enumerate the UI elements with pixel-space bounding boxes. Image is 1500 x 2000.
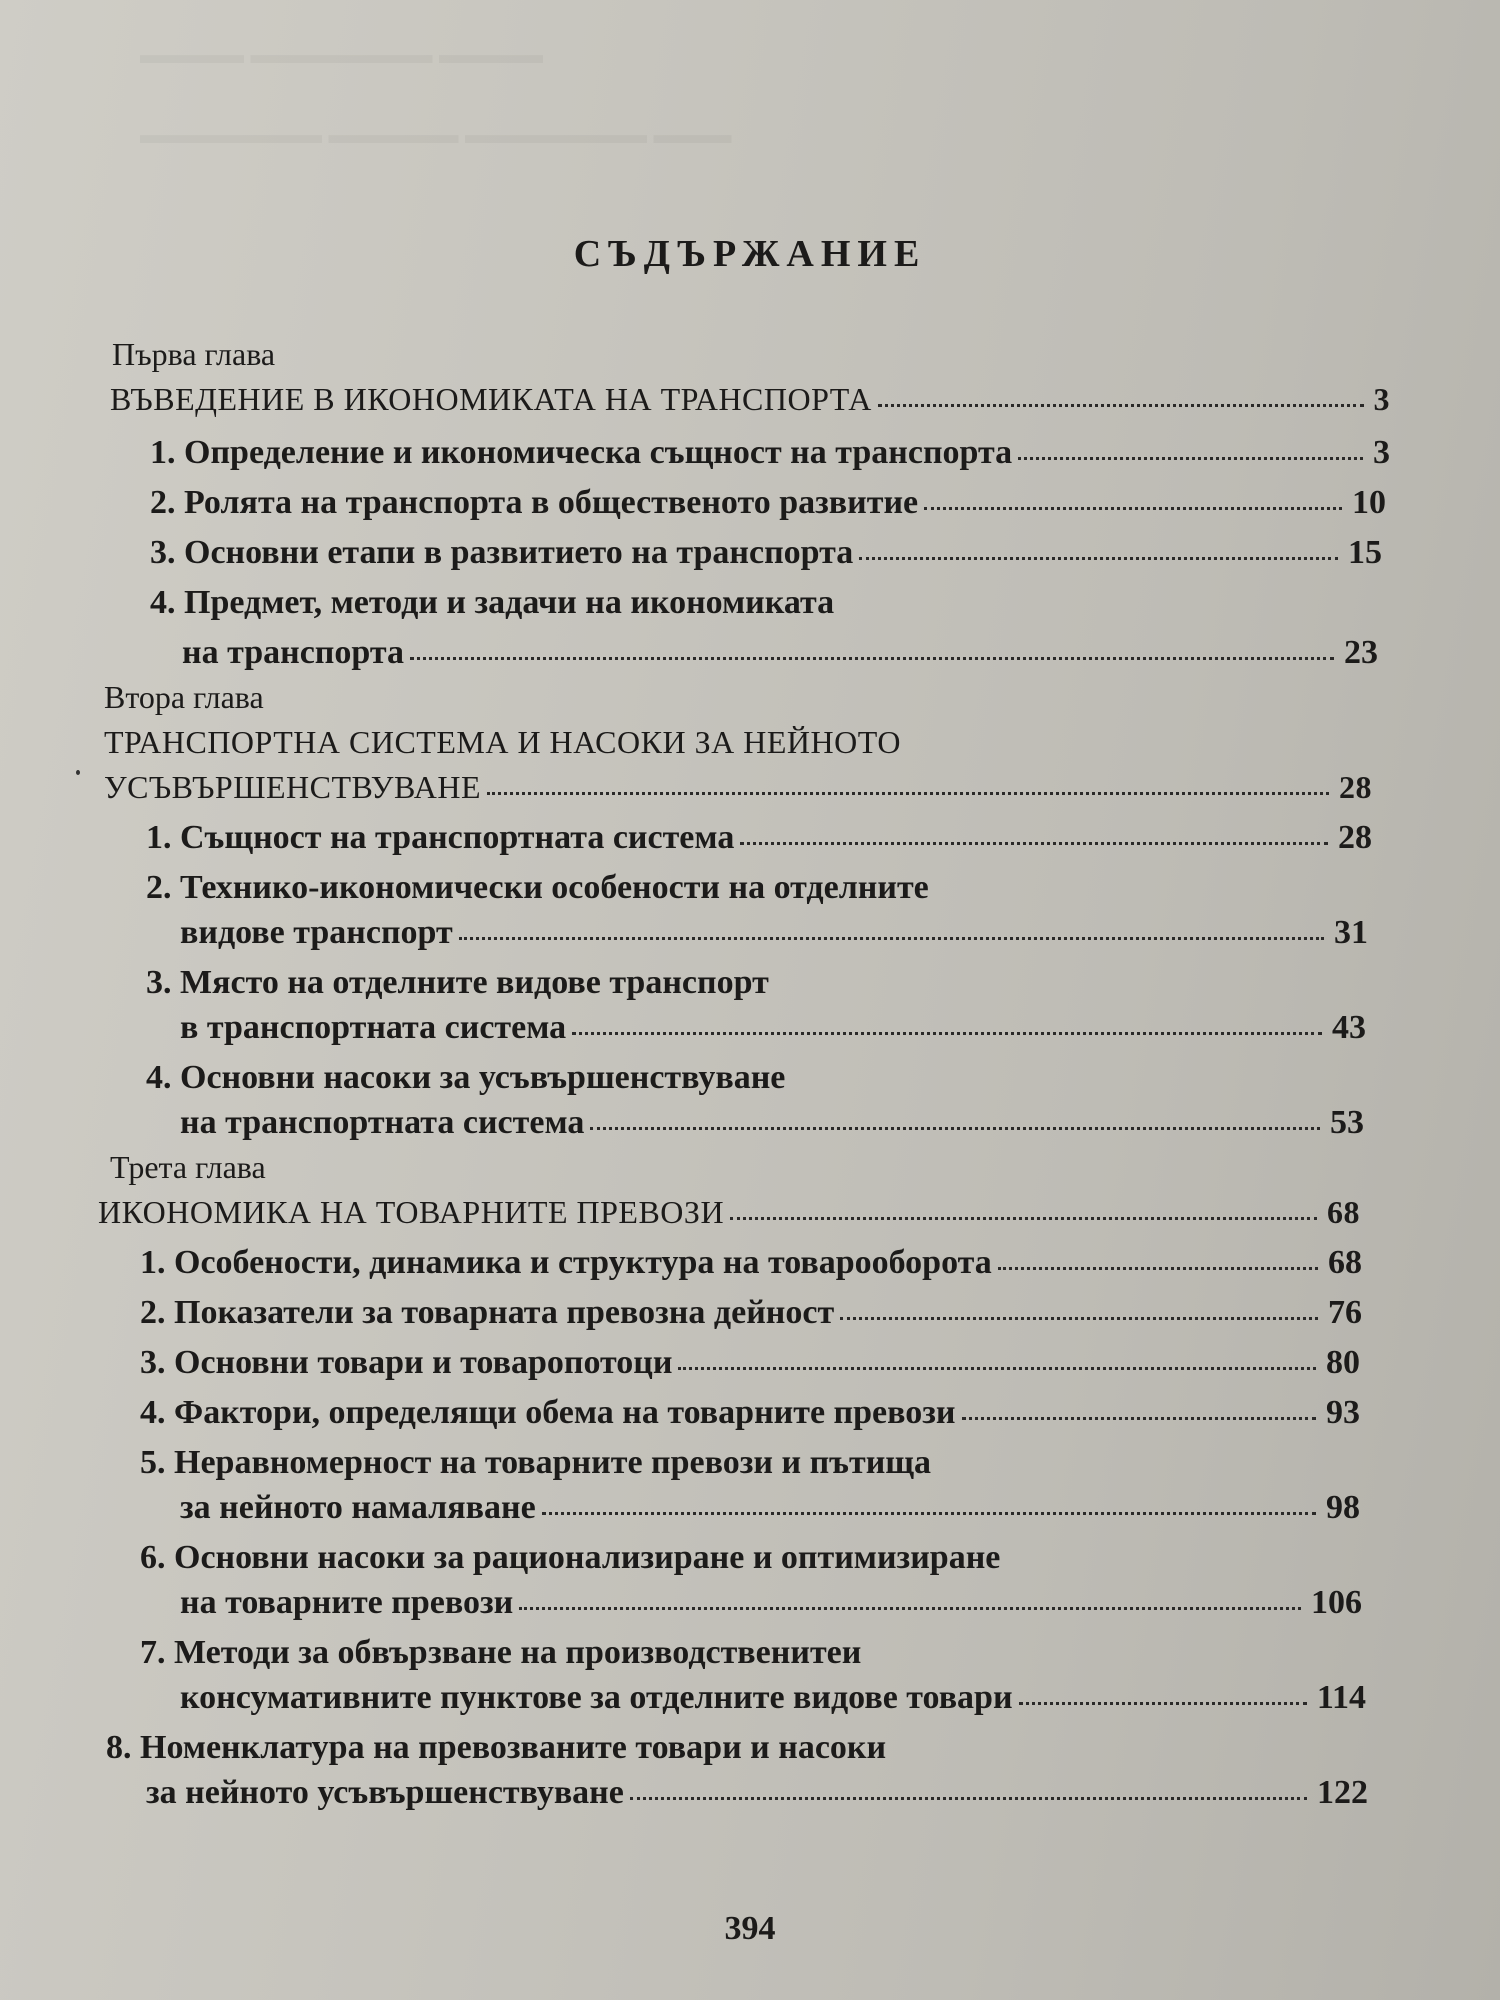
leader-dots [590,1126,1320,1130]
leader-dots [730,1216,1317,1220]
toc-entry-continuation[interactable]: консумативните пунктове за отделните видове товари 114 [180,1679,1366,1716]
toc-entry-continuation[interactable]: на товарните превози 106 [180,1584,1362,1621]
leader-dots [410,656,1334,660]
toc-entry[interactable]: 2. Технико-икономически особености на отделните [146,869,929,906]
toc-chapter-title[interactable]: ТРАНСПОРТНА СИСТЕМА И НАСОКИ ЗА НЕЙНОТО [104,724,901,760]
toc-entry-continuation[interactable]: за нейното намаляване 98 [180,1489,1360,1526]
toc-page-number: 3 [1373,381,1390,417]
toc-entry[interactable]: 4. Фактори, определящи обема на товарните превози 93 [140,1394,1360,1431]
toc-chapter-label: Втора глава [104,679,264,715]
leader-dots [962,1416,1316,1420]
leader-dots [998,1266,1318,1270]
toc-page-number: 68 [1327,1194,1360,1230]
toc-page-number: 28 [1339,769,1372,805]
toc-entry[interactable]: 1. Същност на транспортната система 28 [146,819,1372,856]
toc-entry[interactable]: 3. Основни товари и товаропотоци 80 [140,1344,1360,1381]
leader-dots [840,1316,1318,1320]
toc-entry[interactable]: 3. Основни етапи в развитието на транспорта 15 [150,534,1382,571]
leader-dots [1018,456,1363,460]
leader-dots [459,936,1324,940]
leader-dots [859,556,1338,560]
toc-page-number: 93 [1326,1394,1360,1431]
leader-dots [1019,1701,1307,1705]
toc-entry-continuation[interactable]: за нейното усъвършенствуване 122 [146,1774,1368,1811]
leader-dots [878,403,1364,407]
toc-chapter-title[interactable]: ИКОНОМИКА НА ТОВАРНИТЕ ПРЕВОЗИ 68 [98,1194,1360,1230]
toc-page-number: 114 [1316,1679,1366,1716]
toc-entry[interactable]: 4. Предмет, методи и задачи на икономиката [150,584,835,621]
toc-entry[interactable]: 1. Особености, динамика и структура на товарооборота 68 [140,1244,1362,1281]
toc-page-number: 15 [1348,534,1382,571]
leader-dots [678,1366,1316,1370]
toc-page-number: 3 [1373,434,1390,471]
bleed-through-text: ▬▬▬▬▬▬▬ ▬▬▬▬▬ ▬▬▬▬▬▬▬ ▬▬▬ [140,120,732,149]
toc-page-number: 106 [1311,1584,1362,1621]
leader-dots [572,1031,1322,1035]
toc-chapter-label: Първа глава [112,336,276,372]
toc-page-number: 10 [1352,484,1386,521]
toc-entry[interactable]: 4. Основни насоки за усъвършенствуване [146,1059,786,1096]
toc-page-number: 31 [1334,914,1368,951]
toc-page-number: 80 [1326,1344,1360,1381]
toc-entry-continuation[interactable]: на транспорта 23 [182,634,1378,671]
bleed-through-text: ▬▬▬▬ ▬▬▬▬▬▬▬ ▬▬▬▬ [140,40,543,69]
leader-dots [740,841,1328,845]
leader-dots [542,1511,1316,1515]
toc-page-number: 53 [1330,1104,1364,1141]
leader-dots [630,1796,1307,1800]
leader-dots [519,1606,1301,1610]
leader-dots [924,506,1342,510]
toc-page-number: 43 [1332,1009,1366,1046]
toc-entry[interactable]: 2. Показатели за товарната превозна дейност 76 [140,1294,1362,1331]
toc-entry[interactable]: 2. Ролята на транспорта в общественото развитие 10 [150,484,1386,521]
toc-page-number: 23 [1344,634,1378,671]
toc-heading: СЪДЪРЖАНИЕ [573,233,927,275]
toc-entry-continuation[interactable]: видове транспорт 31 [180,914,1368,951]
toc-page-number: 28 [1338,819,1372,856]
toc-page-number: 76 [1328,1294,1362,1331]
toc-entry-continuation[interactable]: на транспортната система 53 [180,1104,1364,1141]
toc-page-number: 122 [1317,1774,1368,1811]
toc-entry[interactable]: 5. Неравномерност на товарните превози и пътища [140,1444,931,1481]
toc-entry[interactable]: 1. Определение и икономическа същност на транспорта 3 [150,434,1390,471]
leader-dots [487,791,1329,795]
toc-page-number: 68 [1328,1244,1362,1281]
toc-chapter-title[interactable]: ВЪВЕДЕНИЕ В ИКОНОМИКАТА НА ТРАНСПОРТА 3 [110,381,1390,417]
toc-entry[interactable]: 8. Номенклатура на превозваните товари и насоки [106,1729,887,1766]
toc-chapter-label: Трета глава [110,1149,266,1185]
toc-page-number: 98 [1326,1489,1360,1526]
toc-entry[interactable]: 7. Методи за обвързване на производственитеи [140,1634,862,1671]
toc-entry[interactable]: 6. Основни насоки за рационализиране и оптимизиране [140,1539,1001,1576]
toc-entry[interactable]: 3. Място на отделните видове транспорт [146,964,769,1001]
toc-entry-continuation[interactable]: в транспортната система 43 [180,1009,1366,1046]
toc-chapter-title-continuation[interactable]: УСЪВЪРШЕНСТВУВАНЕ 28 [104,769,1372,805]
page-number: 394 [724,1910,776,1947]
